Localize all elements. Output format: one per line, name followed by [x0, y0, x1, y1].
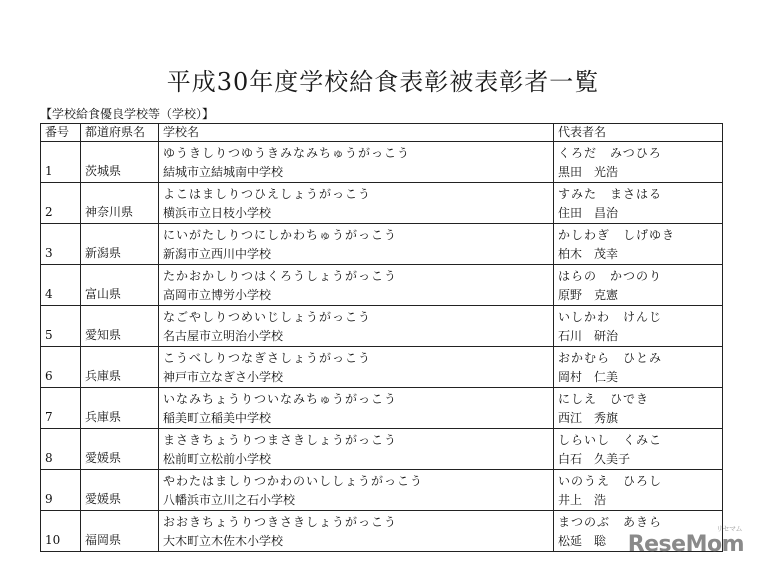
school-name: 名古屋市立明治小学校: [163, 329, 284, 343]
representative-name: 住田 昌治: [558, 206, 619, 220]
cell-representative: [554, 347, 723, 388]
logo-text: ReseMom: [627, 532, 744, 557]
cell-number: 1: [41, 142, 81, 183]
cell-representative: [554, 306, 723, 347]
cell-school: [159, 429, 554, 470]
resemom-logo: [627, 525, 744, 557]
representative-name: 柏木 茂幸: [558, 247, 619, 261]
cell-number: 5: [41, 306, 81, 347]
school-name: 高岡市立博労小学校: [163, 288, 272, 302]
representative-name-kana: しらいし くみこ: [558, 433, 663, 447]
cell-school: [159, 470, 554, 511]
table-body: [41, 142, 723, 552]
cell-representative: [554, 224, 723, 265]
cell-school: [159, 388, 554, 429]
school-name-kana: にいがたしりつにしかわちゅうがっこう: [163, 228, 398, 242]
representative-name-kana: はらの かつのり: [558, 269, 663, 283]
school-name: 大木町立木佐木小学校: [163, 534, 284, 548]
cell-prefecture: 富山県: [81, 265, 159, 306]
header-representative: 代表者名: [554, 124, 723, 142]
school-name: 横浜市立日枝小学校: [163, 206, 272, 220]
school-name-kana: こうべしりつなぎさしょうがっこう: [163, 351, 372, 365]
representative-name-kana: かしわぎ しげゆき: [558, 228, 676, 242]
cell-school: [159, 347, 554, 388]
school-name: 八幡浜市立川之石小学校: [163, 493, 296, 507]
cell-prefecture: 愛知県: [81, 306, 159, 347]
table-row: [41, 429, 723, 470]
table-row: [41, 470, 723, 511]
cell-school: [159, 511, 554, 552]
header-prefecture: 都道府県名: [81, 124, 159, 142]
table-row: [41, 224, 723, 265]
school-name-kana: おおきちょうりつきさきしょうがっこう: [163, 515, 398, 529]
cell-school: [159, 142, 554, 183]
table-row: [41, 265, 723, 306]
table-header-row: [41, 124, 723, 142]
cell-representative: [554, 265, 723, 306]
header-number: 番号: [41, 124, 81, 142]
school-name: 稲美町立稲美中学校: [163, 411, 272, 425]
page-title: 平成30年度学校給食表彰被表彰者一覧: [166, 68, 600, 96]
school-name-kana: なごやしりつめいじしょうがっこう: [163, 310, 372, 324]
cell-number: 4: [41, 265, 81, 306]
cell-representative: [554, 142, 723, 183]
table-row: [41, 183, 723, 224]
awardees-table: [40, 123, 723, 552]
school-name-kana: まさきちょうりつまさきしょうがっこう: [163, 433, 398, 447]
representative-name-kana: すみた まさはる: [558, 187, 663, 201]
section-heading: 【学校給食優良学校等（学校）】: [40, 107, 215, 121]
cell-number: 8: [41, 429, 81, 470]
cell-number: 7: [41, 388, 81, 429]
cell-prefecture: 新潟県: [81, 224, 159, 265]
representative-name: 白石 久美子: [558, 452, 631, 466]
cell-prefecture: 茨城県: [81, 142, 159, 183]
cell-school: [159, 224, 554, 265]
representative-name-kana: いのうえ ひろし: [558, 474, 663, 488]
school-name: 松前町立松前小学校: [163, 452, 272, 466]
representative-name: 原野 克憲: [558, 288, 619, 302]
cell-prefecture: 神奈川県: [81, 183, 159, 224]
table-row: [41, 347, 723, 388]
representative-name-kana: いしかわ けんじ: [558, 310, 663, 324]
table-row: [41, 142, 723, 183]
school-name-kana: いなみちょうりついなみちゅうがっこう: [163, 392, 398, 406]
cell-prefecture: 愛媛県: [81, 429, 159, 470]
cell-school: [159, 265, 554, 306]
cell-prefecture: 兵庫県: [81, 388, 159, 429]
representative-name-kana: まつのぶ あきら: [558, 515, 663, 529]
logo-sub-text: リセマム: [716, 525, 742, 533]
representative-name-kana: おかむら ひとみ: [558, 351, 663, 365]
cell-prefecture: 愛媛県: [81, 470, 159, 511]
cell-number: 6: [41, 347, 81, 388]
school-name-kana: やわたはましりつかわのいししょうがっこう: [163, 474, 424, 488]
cell-representative: [554, 470, 723, 511]
cell-number: 10: [41, 511, 81, 552]
cell-representative: [554, 388, 723, 429]
school-name: 新潟市立西川中学校: [163, 247, 272, 261]
cell-representative: [554, 429, 723, 470]
cell-prefecture: 福岡県: [81, 511, 159, 552]
school-name: 結城市立結城南中学校: [163, 165, 284, 179]
representative-name: 石川 研治: [558, 329, 619, 343]
school-name-kana: よこはましりつひえしょうがっこう: [163, 187, 372, 201]
cell-school: [159, 183, 554, 224]
table-row: [41, 388, 723, 429]
cell-prefecture: 兵庫県: [81, 347, 159, 388]
table-row: [41, 306, 723, 347]
representative-name-kana: にしえ ひでき: [558, 392, 650, 406]
school-name-kana: ゆうきしりつゆうきみなみちゅうがっこう: [163, 146, 411, 160]
representative-name: 井上 浩: [558, 493, 607, 507]
cell-representative: [554, 183, 723, 224]
school-name: 神戸市立なぎさ小学校: [163, 370, 284, 384]
cell-number: 3: [41, 224, 81, 265]
cell-school: [159, 306, 554, 347]
representative-name-kana: くろだ みつひろ: [558, 146, 662, 160]
school-name-kana: たかおかしりつはくろうしょうがっこう: [163, 269, 398, 283]
representative-name: 黒田 光浩: [558, 165, 619, 179]
cell-number: 9: [41, 470, 81, 511]
table-row: [41, 511, 723, 552]
representative-name: 松延 聡: [558, 534, 607, 548]
cell-number: 2: [41, 183, 81, 224]
representative-name: 岡村 仁美: [558, 370, 619, 384]
representative-name: 西江 秀旗: [558, 411, 619, 425]
header-school: 学校名: [159, 124, 554, 142]
